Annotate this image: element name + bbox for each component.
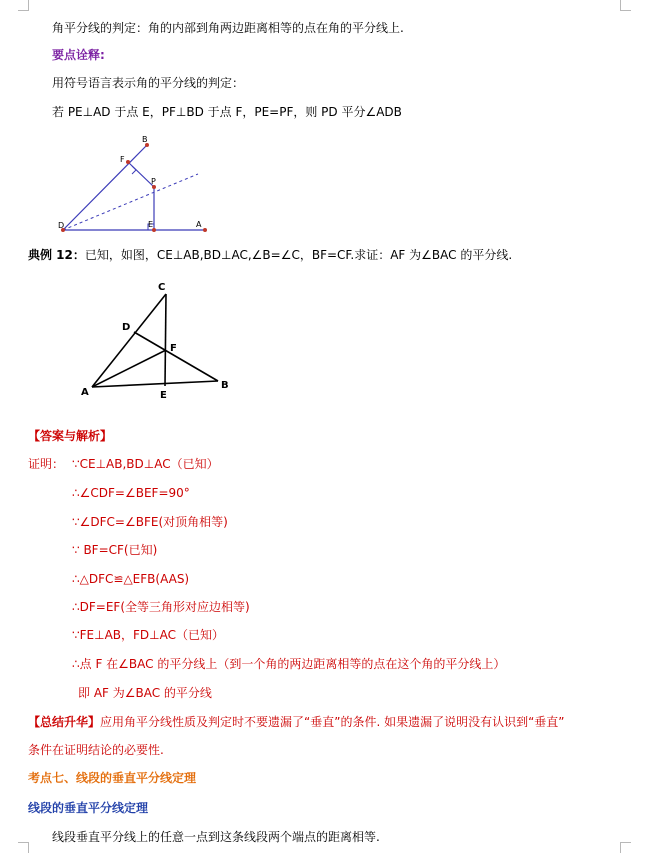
label-d: D bbox=[58, 221, 65, 230]
proof-step: ∵ BF=CF(已知) bbox=[72, 543, 158, 557]
label-p: P bbox=[151, 177, 156, 186]
proof-step: ∴DF=EF(全等三角形对应边相等) bbox=[72, 600, 250, 614]
summary-line2: 条件在证明结论的必要性. bbox=[28, 743, 164, 757]
segment-ce bbox=[165, 294, 166, 386]
example-label: 典例 12： bbox=[28, 248, 85, 262]
proof-step: ∵∠DFC=∠BFE(对顶角相等) bbox=[72, 515, 228, 529]
label-f: F bbox=[170, 343, 177, 354]
page-corner-mark bbox=[620, 0, 631, 11]
label-c: C bbox=[158, 282, 166, 293]
segment-bd bbox=[134, 332, 218, 381]
label-a: A bbox=[196, 220, 202, 229]
proof-step: ∴点 F 在∠BAC 的平分线上（到一个角的两边距离相等的点在这个角的平分线上） bbox=[72, 657, 506, 671]
segment-ab bbox=[92, 381, 218, 387]
example-12 bbox=[28, 247, 512, 263]
page-corner-mark bbox=[18, 842, 29, 853]
ray-db bbox=[63, 145, 147, 230]
label-d: D bbox=[122, 322, 131, 333]
label-e: E bbox=[160, 390, 167, 401]
segment-ac bbox=[92, 294, 166, 387]
proof-label: 证明： bbox=[28, 457, 65, 471]
label-b: B bbox=[221, 380, 229, 391]
label-a: A bbox=[81, 387, 89, 398]
label-f: F bbox=[120, 155, 125, 164]
key-points-title: 要点诠释: bbox=[52, 48, 105, 62]
summary-line1: 应用角平分线性质及判定时不要遗漏了“垂直”的条件. 如果遗漏了说明没有认识到“垂直” bbox=[100, 715, 565, 729]
final-theorem-text: 线段垂直平分线上的任意一点到这条线段两个端点的距离相等. bbox=[52, 830, 380, 844]
proof-step: ∴∠CDF=∠BEF=90° bbox=[72, 486, 190, 500]
summary-label: 【总结升华】 bbox=[28, 715, 101, 729]
proof-step: ∴△DFC≌△EFB(AAS) bbox=[72, 572, 190, 586]
subsection-title: 线段的垂直平分线定理 bbox=[28, 801, 149, 815]
proof-step: ∵CE⊥AB,BD⊥AC（已知） bbox=[72, 457, 219, 471]
figure-triangle-proof bbox=[78, 277, 238, 405]
judgement-text: 角平分线的判定：角的内部到角两边距离相等的点在角的平分线上. bbox=[52, 21, 404, 35]
key-points-statement: 若 PE⊥AD 于点 E，PF⊥BD 于点 F，PE=PF，则 PD 平分∠ADB bbox=[52, 105, 402, 119]
point-f bbox=[126, 160, 130, 164]
point-a bbox=[203, 228, 207, 232]
page-corner-mark bbox=[620, 842, 631, 853]
label-e: E bbox=[148, 220, 154, 229]
proof-step: ∵FE⊥AB，FD⊥AC（已知） bbox=[72, 628, 224, 642]
label-b: B bbox=[142, 135, 148, 144]
bisector-dp bbox=[63, 174, 198, 230]
page-corner-mark bbox=[18, 0, 29, 11]
section-title: 考点七、线段的垂直平分线定理 bbox=[28, 771, 197, 785]
answer-title: 【答案与解析】 bbox=[28, 429, 113, 443]
figure-angle-bisector bbox=[50, 128, 220, 238]
segment-af bbox=[92, 350, 166, 387]
summary bbox=[28, 714, 565, 730]
key-points-intro: 用符号语言表示角的平分线的判定： bbox=[52, 76, 245, 90]
example-text: 已知，如图，CE⊥AB,BD⊥AC,∠B=∠C，BF=CF.求证：AF 为∠BAC 的平分线. bbox=[84, 248, 513, 262]
proof-conclusion: 即 AF 为∠BAC 的平分线 bbox=[78, 686, 212, 700]
